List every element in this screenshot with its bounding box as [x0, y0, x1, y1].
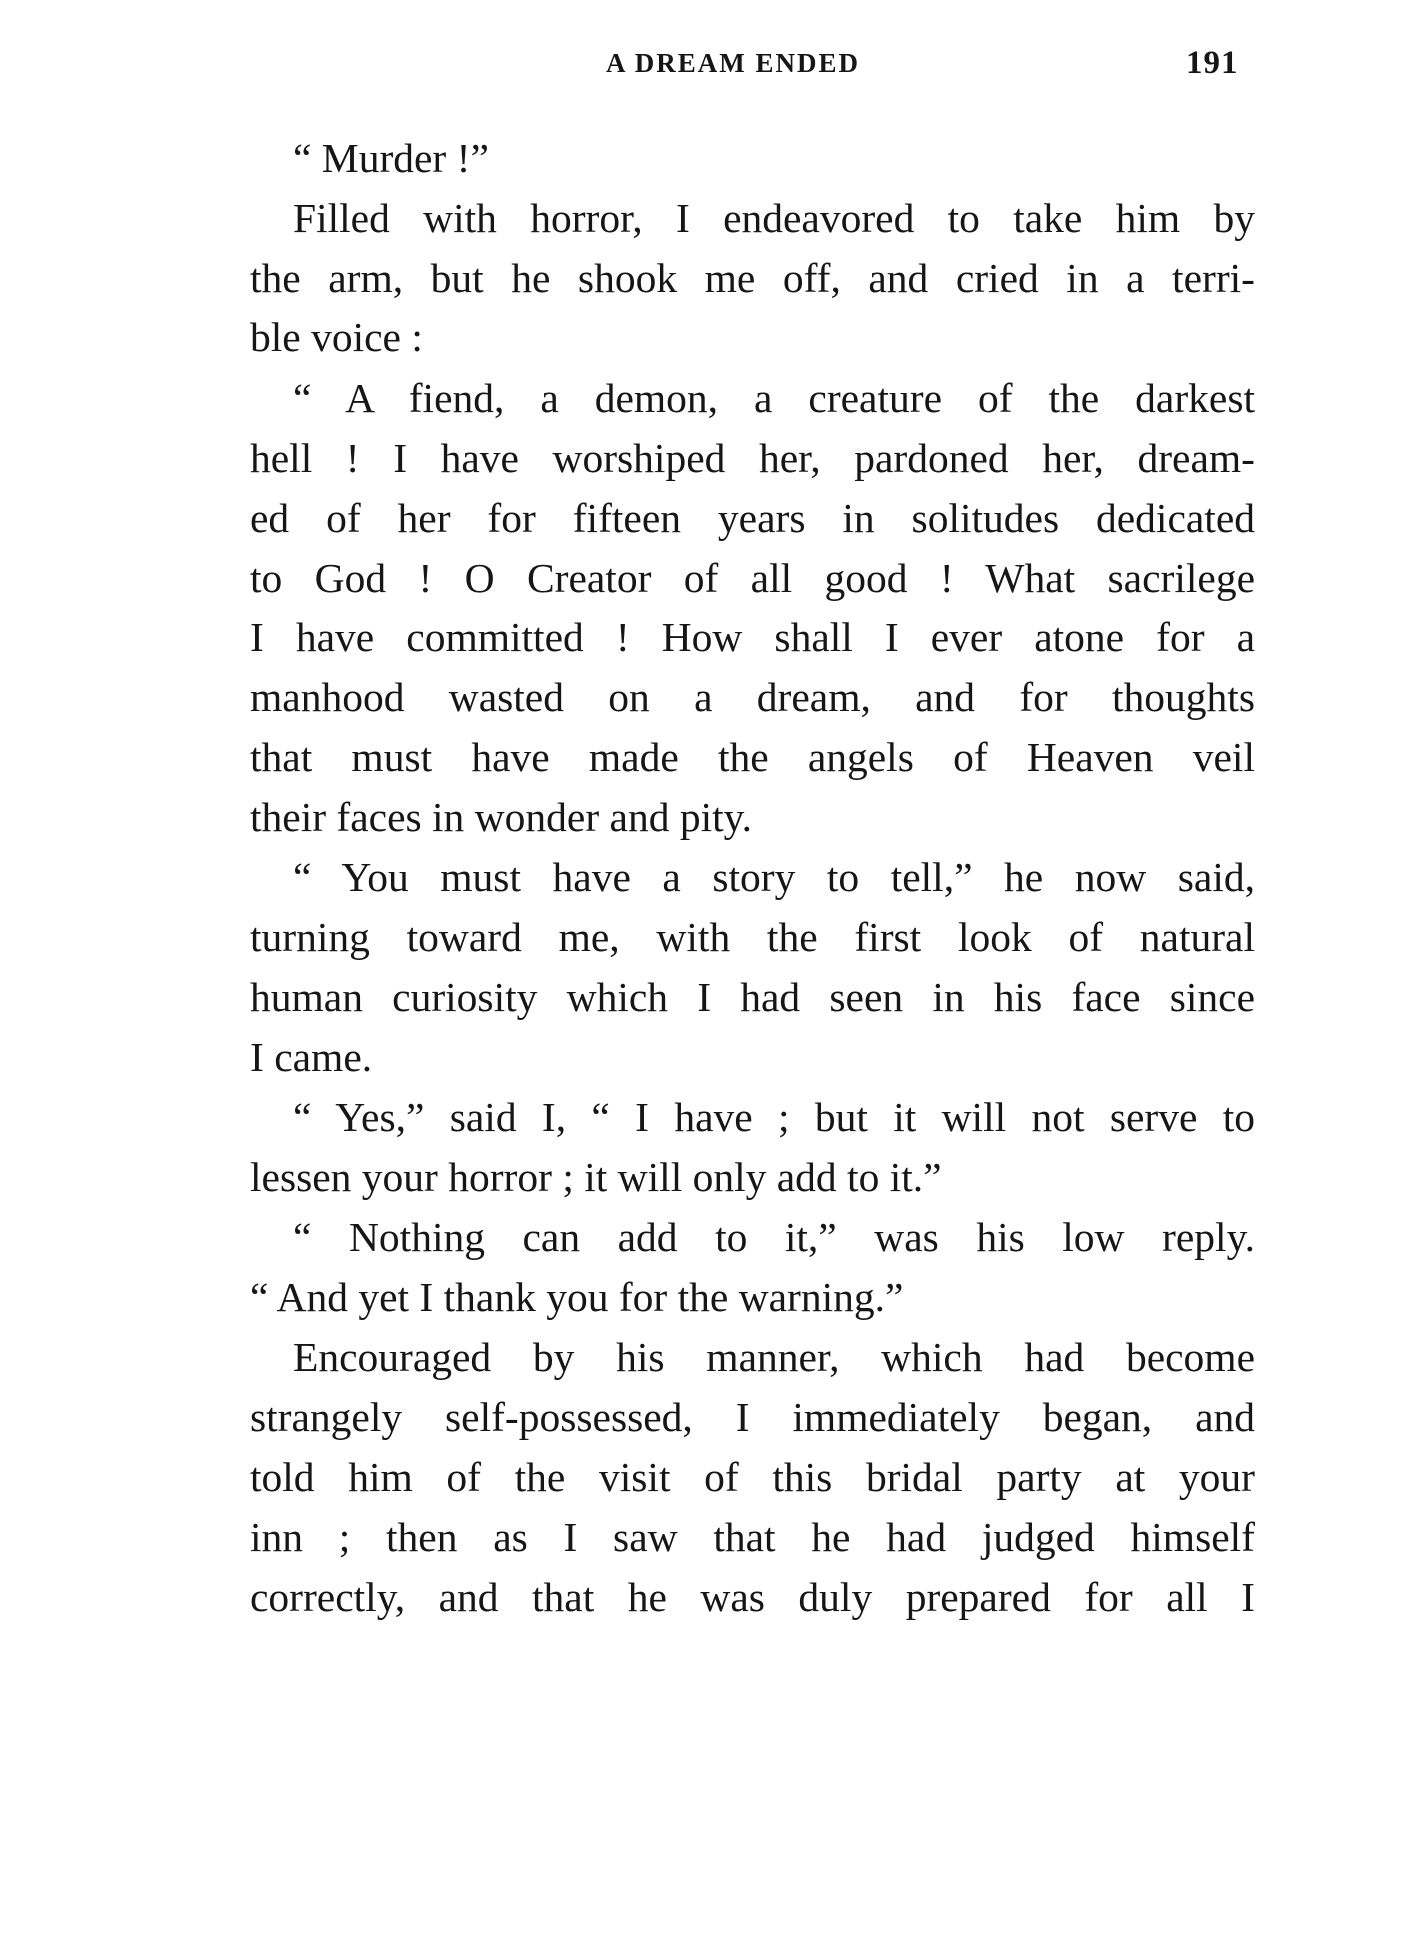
text-line: “ You must have a story to tell,” he now said,	[293, 854, 1255, 900]
text-line: “ And yet I thank you for the warning.”	[250, 1274, 904, 1320]
text-line: ed of her for fifteen years in solitudes dedicated	[250, 495, 1255, 541]
text-line: “ Nothing can add to it,” was his low reply.	[293, 1214, 1255, 1260]
text-line: “ A fiend, a demon, a creature of the darkest	[293, 375, 1255, 421]
text-line: manhood wasted on a dream, and for thoughts	[250, 674, 1255, 720]
text-line: to God ! O Creator of all good ! What sacrilege	[250, 555, 1255, 601]
text-line: “ Yes,” said I, “ I have ; but it will not serve to	[293, 1094, 1255, 1140]
text-line: the arm, but he shook me off, and cried in a terri-	[250, 255, 1255, 301]
text-line: lessen your horror ; it will only add to it.”	[250, 1154, 942, 1200]
text-line: I have committed ! How shall I ever atone for a	[250, 614, 1255, 660]
text-line: told him of the visit of this bridal party at your	[250, 1454, 1255, 1500]
text-line: that must have made the angels of Heaven veil	[250, 734, 1255, 780]
running-head	[0, 45, 1409, 88]
text-line: strangely self-possessed, I immediately began, and	[250, 1394, 1255, 1440]
text-line: correctly, and that he was duly prepared for all I	[250, 1574, 1255, 1620]
text-line: inn ; then as I saw that he had judged himself	[250, 1514, 1255, 1560]
text-line: human curiosity which I had seen in his face since	[250, 974, 1255, 1020]
running-title: A DREAM ENDED	[606, 48, 861, 78]
text-line: I came.	[250, 1034, 373, 1080]
text-line: turning toward me, with the first look of natural	[250, 914, 1255, 960]
text-line: their faces in wonder and pity.	[250, 794, 753, 840]
text-line: ble voice :	[250, 314, 423, 360]
text-line: “ Murder !”	[293, 135, 489, 181]
text-line: Filled with horror, I endeavored to take him by	[293, 195, 1255, 241]
text-line: Encouraged by his manner, which had become	[293, 1334, 1255, 1380]
page-number: 191	[1186, 45, 1239, 81]
text-line: hell ! I have worshiped her, pardoned her, dream-	[250, 435, 1255, 481]
